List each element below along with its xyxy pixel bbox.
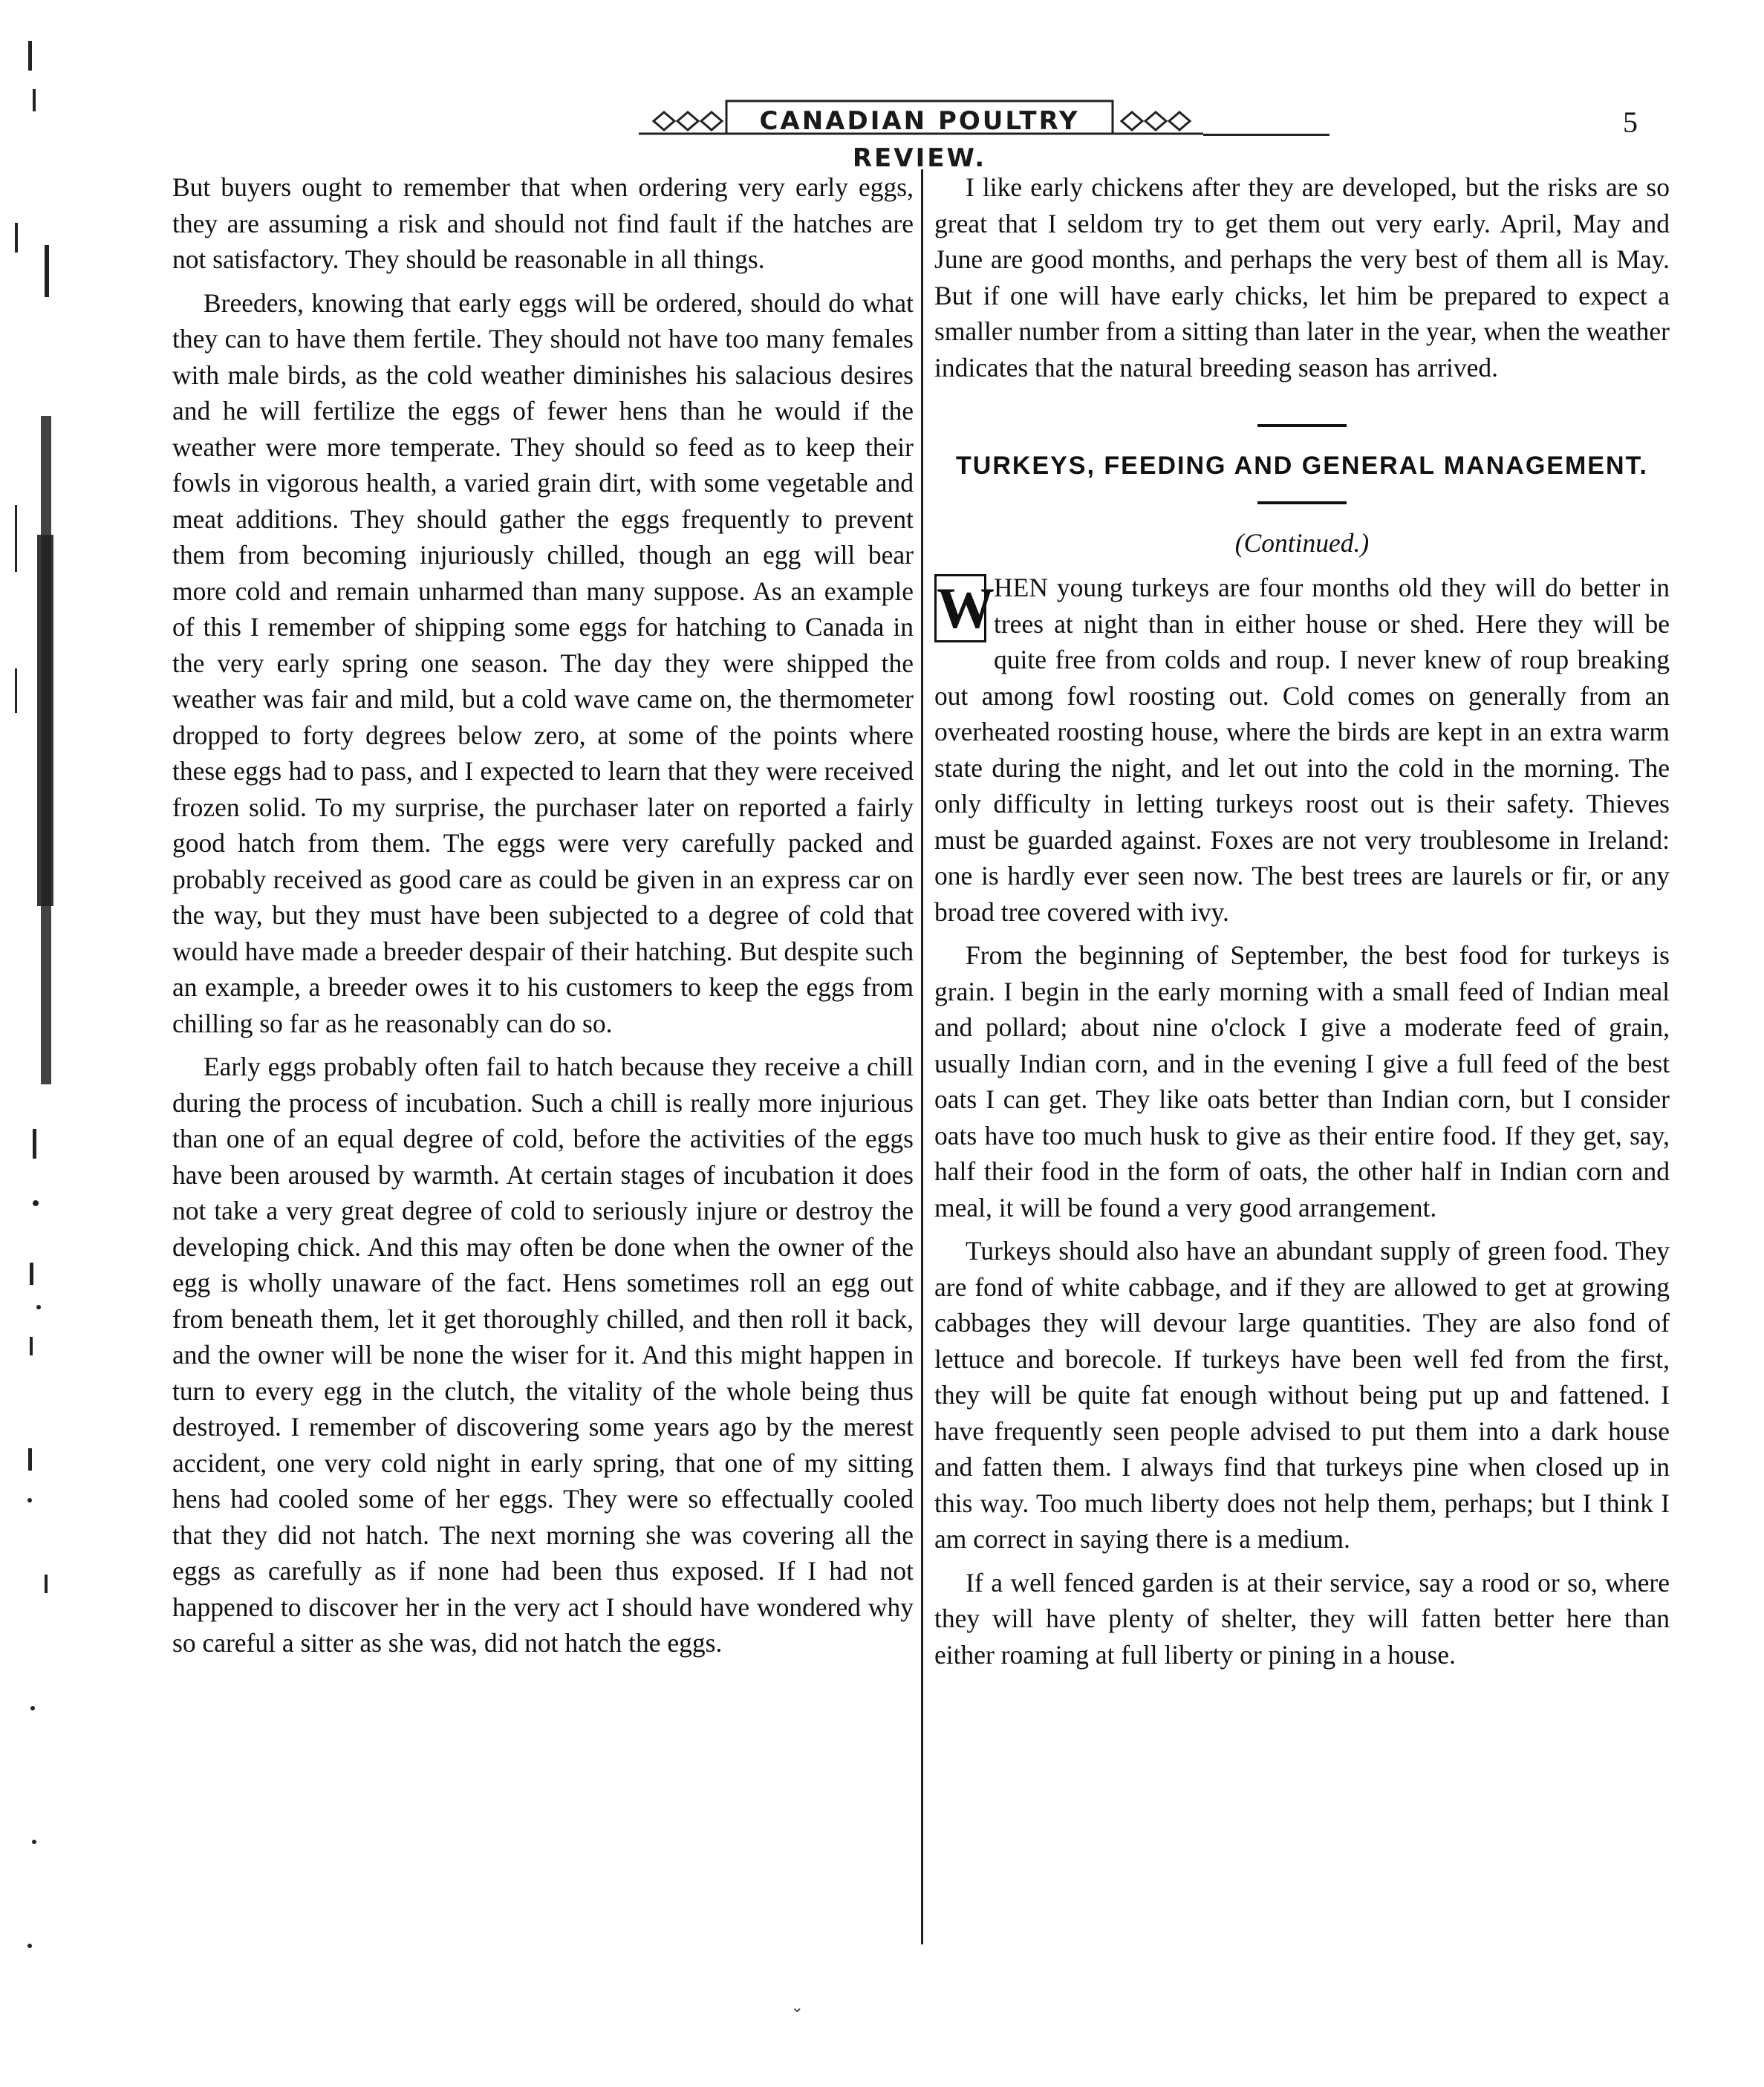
paragraph: Early eggs probably often fail to hatch because they receive a chill during the process of incubation. Such a chill is really more injurious than one of an equal degree of cold, before the activities of the eggs have been aroused by warmth. At certain stages of incubation it does not take a very great degree of cold to seriously injure or destroy the developing chick. And this may often be done when the owner of the egg is wholly unaware of the fact. Hens sometimes roll an egg out from beneath them, let it get thoroughly chilled, and then roll it back, and the owner will be none the wiser for it. And this might happen in turn to every egg in the clutch, the vitality of the whole being thus destroyed. I remember of discovering some years ago by the merest accident, one very cold night in early spring, that one of my sitting hens had cooled some of her eggs. They were so effectually cooled that they did not hatch. The next morning she was covering all the eggs as carefully as if none had been thus exposed. If I had not happened to discover her in the very act I should have wondered why so careful a sitter as she was, did not hatch the eggs. xyxy=(172,1052,914,1658)
masthead-title: CANADIAN POULTRY REVIEW. xyxy=(759,106,1080,173)
section-rule xyxy=(1257,501,1347,504)
left-column xyxy=(172,169,914,1669)
section-rule xyxy=(1257,424,1347,427)
paragraph: I like early chickens after they are developed, but the risks are so great that I seldom try to get them out very early. April, May and June are good months, and perhaps the very best of them all is May. But if one will have early chicks, let him be prepared to expect a smaller number from a sitting than later in the year, when the weather indicates that the natural breeding season has arrived. xyxy=(934,172,1670,382)
column-divider xyxy=(921,169,923,1944)
header-rule xyxy=(1203,134,1329,136)
paragraph: Breeders, knowing that early eggs will be ordered, should do what they can to have them fertile. They should not have too many females with male birds, as the cold weather diminishes his salacious desires and he will fertilize the eggs of fewer hens than he would if the weather were more temperate. They should so feed as to keep their fowls in vigorous health, a varied grain dirt, with some vegetable and meat additions. They should gather the eggs frequently to prevent them from becoming injuriously chilled, though an egg will bear more cold and remain unharmed than many suppose. As an example of this I remember of shipping some eggs for hatching to Canada in the very early spring one season. The day they were shipped the weather was fair and mild, but a cold wave came on, the thermometer dropped to forty degrees below zero, at some of the points where these eggs had to pass, and I expected to learn that they were received frozen solid. To my surprise, the purchaser later on reported a fairly good hatch from them. The eggs were very carefully packed and probably received as good care as could be given in an express car on the way, but they must have been subjected to a degree of cold that would have made a breeder despair of their hatching. But despite such an example, a breeder owes it to his customers to keep the eggs from chilling so far as he reasonably can do so. xyxy=(172,287,914,1038)
drop-cap: W xyxy=(934,574,986,642)
continued-label: (Continued.) xyxy=(1234,528,1370,558)
paragraph-text: HEN young turkeys are four months old they will do better in trees at night than in either house or shed. Here they will be quite free from colds and roup. I never knew of roup breaking out among fowl roosting out. Cold comes on generally from an overheated roosting house, where the birds are kept in an extra warm state during the night, and let out into the cold in the morning. The only difficulty in letting turkeys roost out is their safety. Thieves must be guarded against. Foxes are not very troublesome in Ireland: one is hardly ever seen now. The best trees are laurels or fir, or any broad tree covered with ivy. xyxy=(934,573,1670,927)
paragraph: From the beginning of September, the best food for turkeys is grain. I begin in the early morning with a small feed of Indian meal and pollard; about nine o'clock I give a moderate feed of grain, usually Indian corn, and in the evening I give a full feed of the best oats I can get. They like oats better than Indian corn, but I consider oats have too much husk to give as their entire food. If they get, say, half their food in the form of oats, the other half in Indian corn and meal, it will be found a very good arrangement. xyxy=(934,940,1670,1222)
article-title: TURKEYS, FEEDING AND GENERAL MANAGEMENT. xyxy=(956,452,1648,480)
paragraph: If a well fenced garden is at their service, say a rood or so, where they will have plenty of shelter, they will fatten better here than either roaming at full liberty or pining in a house. xyxy=(934,1567,1670,1670)
scan-edge-marks xyxy=(0,0,89,2087)
masthead xyxy=(639,95,1203,173)
ink-speck: ⌄ xyxy=(791,1999,804,2016)
paragraph: But buyers ought to remember that when ordering very early eggs, they are assuming a risk and should not find fault if the hatches are not satisfactory. They should be reasonable in all things. xyxy=(172,172,914,274)
page-number: 5 xyxy=(1623,105,1638,139)
paragraph: Turkeys should also have an abundant supply of green food. They are fond of white cabbage, and if they are allowed to get at growing cabbages they will devour large quantities. They are also fond of lettuce and borecole. If turkeys have been well fed from the first, they will be quite fat enough without being put up and fattened. I have frequently seen people advised to put them into a dark house and fatten them. I always find that turkeys pine when closed up in this way. Too much liberty does not help them, perhaps; but I think I am correct in saying there is a medium. xyxy=(934,1236,1670,1554)
right-column xyxy=(934,169,1670,1680)
article-opening-paragraph xyxy=(934,570,1670,930)
